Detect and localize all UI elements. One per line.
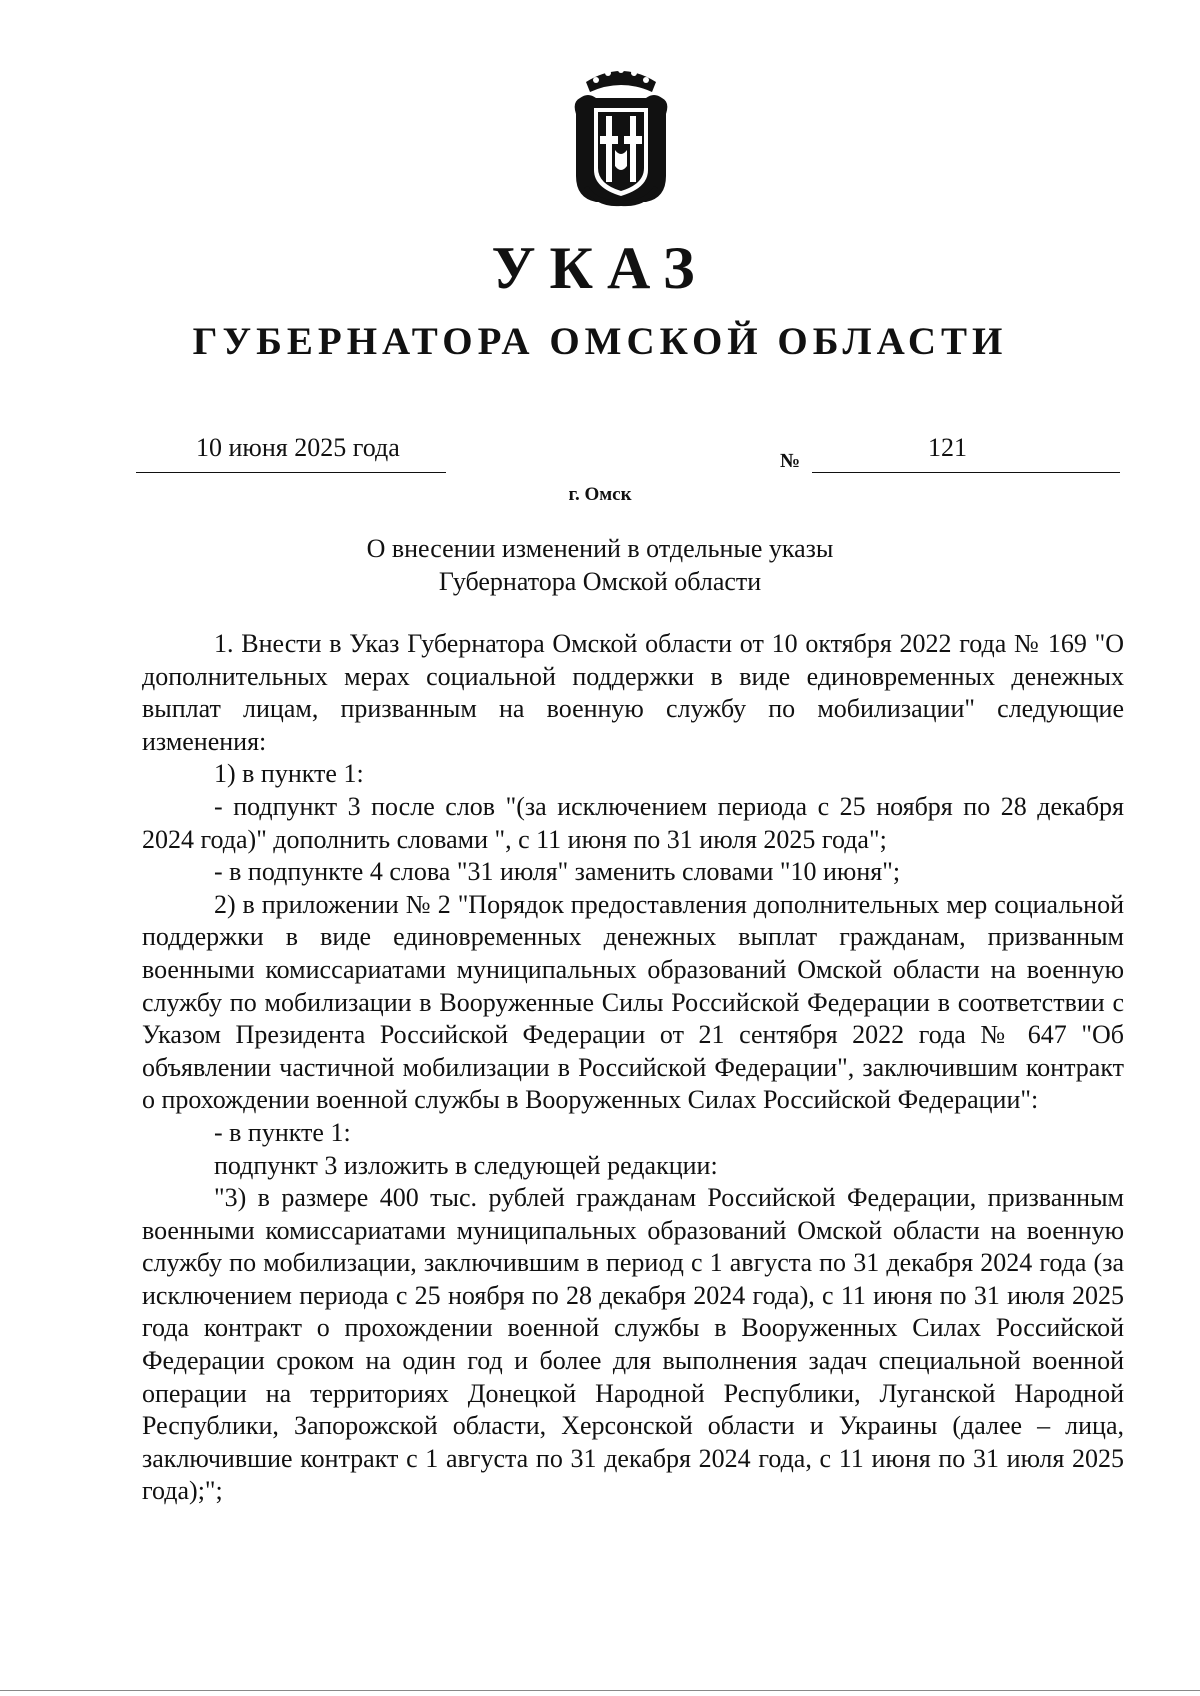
date-field bbox=[136, 430, 446, 473]
omsk-region-coat-of-arms-icon bbox=[566, 58, 676, 210]
body-paragraph-6: - в пункте 1: bbox=[214, 1117, 351, 1147]
document-body bbox=[142, 628, 1124, 1508]
body-paragraph-4: - в подпункте 4 слова "31 июля" заменить словами "10 июня"; bbox=[214, 857, 901, 887]
document-number: 121 bbox=[928, 433, 967, 462]
document-date: 10 июня 2025 года bbox=[196, 433, 400, 462]
number-sign: № bbox=[780, 450, 801, 472]
city-name: г. Омск bbox=[568, 484, 632, 505]
subject-line-1: О внесении изменений в отдельные указы bbox=[366, 534, 834, 563]
body-paragraph-3: - подпункт 3 после слов "(за исключением периода с 25 ноября по 28 декабря 2024 года)" дополнить словами ", с 11 июня по 31 июля 2025 года"; bbox=[142, 791, 1124, 854]
body-paragraph-2: 1) в пункте 1: bbox=[214, 759, 364, 789]
body-paragraph-5: 2) в приложении № 2 "Порядок предоставления дополнительных мер социальной поддержки в виде единовременных денежных выплат гражданам, призванным военными комиссариатами муниципальных образований Омской области на военную службу по мобилизации в Вооруженные Силы Российской Федерации в соответствии с Указом Президента Российской Федерации от 21 сентября 2022 года № 647 "Об объявлении частичной мобилизации в Российской Федерации", заключившим контракт о прохождении военной службы в Вооруженных Силах Российской Федерации": bbox=[142, 889, 1124, 1115]
body-paragraph-7: подпункт 3 изложить в следующей редакции: bbox=[214, 1150, 718, 1180]
subject-line-2: Губернатора Омской области bbox=[438, 567, 762, 596]
body-paragraph-1: 1. Внести в Указ Губернатора Омской области от 10 октября 2022 года № 169 "О дополнительных мерах социальной поддержки в виде единовременных денежных выплат лицам, призванным на военную службу по мобилизации" следующие изменения: bbox=[142, 629, 1124, 756]
document-type-title: УКАЗ bbox=[491, 235, 709, 301]
body-paragraph-8: "3) в размере 400 тыс. рублей гражданам Российской Федерации, призванным военными комиссариатами муниципальных образований Омской области на военную службу по мобилизации, заключившим в период с 1 августа по 31 декабря 2024 года (за исключением периода с 25 ноября по 28 декабря 2024 года), с 11 июня по 31 июля 2025 года контракт о прохождении военной службы в Вооруженных Силах Российской Федерации сроком на один год и более для выполнения задач специальной военной операции на территориях Донецкой Народной Республики, Луганской Народной Республики, Запорожской области, Херсонской области и Украины (далее – лица, заключившие контракт с 1 августа по 31 декабря 2024 года, с 11 июня по 31 июля 2025 года);"; bbox=[142, 1183, 1124, 1506]
page-bottom-rule bbox=[0, 1690, 1200, 1691]
document-subject bbox=[0, 532, 1200, 598]
number-field bbox=[812, 430, 1120, 473]
issuer-title: ГУБЕРНАТОРА ОМСКОЙ ОБЛАСТИ bbox=[192, 320, 1008, 363]
